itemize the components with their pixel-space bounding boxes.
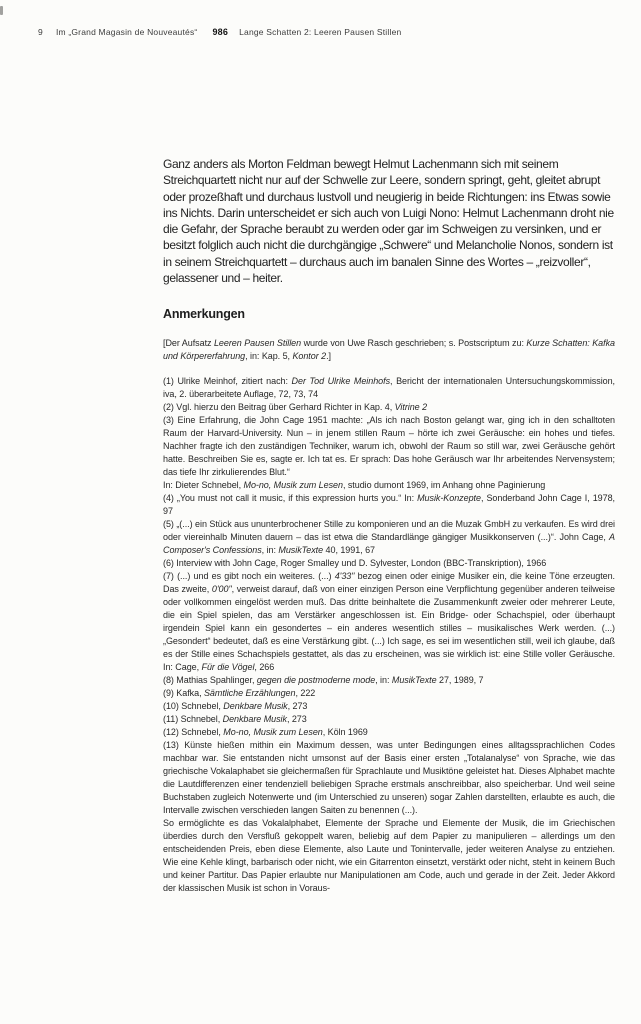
note-item bbox=[163, 687, 615, 700]
body-paragraph: Ganz anders als Morton Feldman bewegt Helmut Lachenmann sich mit seinem Streichquartett nicht nur auf der Schwelle zur Leere, sondern springt, geht, gleitet abrupt oder prozeßhaft und durchaus lustvoll und neugierig in beide Richtungen: ins Etwas sowie ins Nichts. Darin unterscheidet er sich auch von Luigi Nono: Helmut Lachenmann droht nie die Gefahr, der Sprache beraubt zu werden oder gar im Schweigen zu versinken, und er besitzt folglich auch nicht die durchgängige „Schwere“ und Melancholie Nonos, sondern ist in seinem Streichquartett – durchaus auch im banalen Sinne des Wortes – „reizvoller“, gelassener und – heiter. bbox=[163, 157, 614, 286]
note-title-italic: MusikTexte bbox=[391, 675, 437, 686]
note-item bbox=[163, 414, 615, 492]
note-text-run: (11) Schnebel, bbox=[163, 714, 223, 725]
note-title-italic: Leeren Pausen Stillen bbox=[213, 338, 302, 349]
note-text-run: , Sonderband John Cage I, 1978, 97 bbox=[163, 493, 615, 517]
note-title-italic: Für die Vögel bbox=[201, 662, 255, 673]
text-column bbox=[163, 156, 615, 895]
note-title-italic: Vitrine 2 bbox=[394, 402, 428, 413]
note-text-run: , 266 bbox=[254, 662, 275, 673]
note-item bbox=[163, 375, 615, 401]
notes-heading: Anmerkungen bbox=[163, 307, 245, 322]
note-text-run: 40, 1991, 67 bbox=[323, 545, 375, 556]
note-item bbox=[163, 492, 615, 518]
note-title-italic: 0'00" bbox=[211, 584, 232, 595]
note-item bbox=[163, 674, 615, 687]
note-title-italic: Denkbare Musik bbox=[223, 701, 288, 712]
note-text-run: (2) Vgl. hierzu den Beitrag über Gerhard Richter in Kap. 4, bbox=[163, 402, 395, 413]
note-item bbox=[163, 713, 615, 726]
note-text-run: , in: bbox=[261, 545, 279, 556]
note-text-run: (7) (...) und es gibt noch ein weiteres. (...) bbox=[163, 571, 335, 582]
note-text-run: , verweist darauf, daß von einer einzigen Person eine Verpflichtung gegenüber anderen teilweise oder vollkommen eingelöst werden muß. Das dritte beinhaltete die Zusammenkunft zweier oder mehrerer Leute, die ein Spiel spielen, das am Verstärker angeschlossen ist. Ein Bridge- oder Schachspiel, oder überhaupt irgendein Spiel kann ein gesondertes – ein anderes wesentlich stilles – musikalisches Werk werden. (...) „Gesondert“ bedeutet, daß es eine Verstärkung gibt. (...) Ich sage, es sei im wesentlichen still, weil ich glaube, daß es der Stille eines Schachspiels gestattet, als das zu erscheinen, was sie wirklich ist: eine Stille voller Geräusche. In: Cage, bbox=[163, 584, 615, 673]
note-title-italic: A Composer's Confessions bbox=[163, 532, 615, 556]
note-text-run: , in: Kap. 5, bbox=[245, 351, 293, 362]
note-text-run: , 222 bbox=[295, 688, 316, 699]
note-title-italic: Kontor 2 bbox=[292, 351, 327, 362]
note-text-run: (1) Ulrike Meinhof, zitiert nach: bbox=[163, 376, 292, 387]
scan-artifact bbox=[0, 6, 3, 15]
note-item bbox=[163, 401, 615, 414]
note-text-run: 27, 1989, 7 bbox=[436, 675, 484, 686]
note-title-italic: Denkbare Musik bbox=[222, 714, 287, 725]
note-item bbox=[163, 557, 615, 570]
note-title-italic: Der Tod Ulrike Meinhofs bbox=[291, 376, 391, 387]
note-text-run: , 273 bbox=[286, 714, 307, 725]
notes-list bbox=[163, 375, 615, 895]
note-title-italic: Mo-no, Musik zum Lesen bbox=[243, 480, 343, 491]
note-item bbox=[163, 518, 615, 557]
note-item bbox=[163, 570, 615, 674]
page-header bbox=[38, 27, 401, 38]
chapter-title: Im „Grand Magasin de Nouveautés“ bbox=[55, 27, 198, 37]
note-text-run: wurde von Uwe Rasch geschrieben; s. Postscriptum zu: bbox=[301, 338, 527, 349]
note-text-run: [Der Aufsatz bbox=[163, 338, 214, 349]
note-text-run: (12) Schnebel, bbox=[163, 727, 224, 738]
note-text-run: .] bbox=[326, 351, 331, 362]
note-text-run: , studio dumont 1969, im Anhang ohne Paginierung bbox=[342, 480, 546, 491]
note-title-italic: Kurze Schatten: Kafka und Körpererfahrung bbox=[163, 338, 615, 362]
note-title-italic: MusikTexte bbox=[278, 545, 324, 556]
note-title-italic: Mo-no, Musik zum Lesen bbox=[223, 727, 323, 738]
chapter-number: 9 bbox=[38, 27, 43, 37]
note-text-run: (6) Interview with John Cage, Roger Smalley und D. Sylvester, London (BBC-Transkription), 1966 bbox=[163, 558, 547, 569]
note-text-run: (9) Kafka, bbox=[163, 688, 204, 699]
note-item bbox=[163, 700, 615, 713]
note-text-run: (8) Mathias Spahlinger, bbox=[163, 675, 257, 686]
page-number: 986 bbox=[212, 27, 229, 37]
note-text-run: In: Dieter Schnebel, bbox=[163, 480, 244, 491]
note-item bbox=[163, 726, 615, 739]
note-text-run: bezog einen oder einige Musiker ein, die keine Töne erzeugten. Das zweite, bbox=[163, 571, 615, 595]
note-text-run: , in: bbox=[375, 675, 392, 686]
note-item bbox=[163, 739, 615, 895]
note-text-run: , Köln 1969 bbox=[322, 727, 368, 738]
note-text-run: , Bericht der internationalen Untersuchungskommission, iva, 2. überarbeitete Auflage, 72, 73, 74 bbox=[163, 376, 615, 400]
note-text-run: (3) Eine Erfahrung, die John Cage 1951 machte: „Als ich nach Boston gelangt war, ging ich in den schalltoten Raum der Harvard-University. Nun – in jenem stillen Raum – hörte ich zwei Geräusche: ein hohes und tiefes. Nachher fragte ich den zuständigen Techniker, warum ich, obwohl der Raum so still war, zwei Geräusche gehört hatte. Beschreiben Sie es, sagte er. Ich tat es. Er sprach: Das hohe Geräusch war Ihr arbeitendes Nervensystem; das tiefe Ihr zirkulierendes Blut.“ bbox=[163, 415, 615, 478]
note-text-run: (10) Schnebel, bbox=[163, 701, 224, 712]
note-title-italic: 4'33" bbox=[334, 571, 355, 582]
note-text-run: (4) „You must not call it music, if this expression hurts you.“ In: bbox=[163, 493, 418, 504]
note-text-run: , 273 bbox=[287, 701, 308, 712]
note-text-run: So ermöglichte es das Vokalalphabet, Elemente der Sprache und Elemente der Musik, die im Griechischen überdies durch den Versfluß gekoppelt waren, beliebig auf dem Papier zu manipulieren – allerdings um den entscheidenden Preis, eben diese Elemente, also Laute und Tonintervalle, jeder weiteren Analyse zu entziehen. Wie eine Kehle klingt, barbarisch oder nicht, wie ein Gitarrenton einsetzt, verstärkt oder nicht, steht in keinem Buch und keiner Partitur. Das Papier erlaubte nur Manipulationen am Code, auch und gerade in der Zeit. Jeder Akkord der klassischen Musik ist schon in Voraus- bbox=[163, 818, 615, 894]
note-title-italic: gegen die postmoderne mode bbox=[256, 675, 376, 686]
section-title: Lange Schatten 2: Leeren Pausen Stillen bbox=[239, 27, 402, 37]
note-text-run: (13) Künste hießen mithin ein Maximum dessen, was unter Bedingungen eines alltagssprachlichen Codes machbar war. Sie entstanden nicht umsonst auf der Basis einer ersten „Totalanalyse“ von Sprache, wie das griechische Vokalaphabet sie gleichermaßen für Sprachlaute und Musiktöne geleistet hat. Dieses Alphabet machte die Lautdifferenzen einer tendenziell beliebigen Sprache erstmals anschreibbar, also speicherbar. Und weil seine Buchstaben zugleich Notenwerte und (im Unterschied zu unseren) sogar Zahlen darstellten, erlaubte es auch, die Intervalle zwischen verschieden langen Saiten zu benennen (...). bbox=[163, 740, 615, 816]
note-text-run: (5) „(...) ein Stück aus ununterbrochener Stille zu komponieren und an die Muzak GmbH zu verkaufen. Es wird drei oder viereinhalb Minuten dauern – das ist etwa die Standardlänge gängiger Musikkonserven (...)“. John Cage, bbox=[163, 519, 615, 543]
note-title-italic: Musik-Konzepte bbox=[417, 493, 481, 504]
note-title-italic: Sämtliche Erzählungen bbox=[203, 688, 296, 699]
editorial-note bbox=[163, 337, 615, 363]
